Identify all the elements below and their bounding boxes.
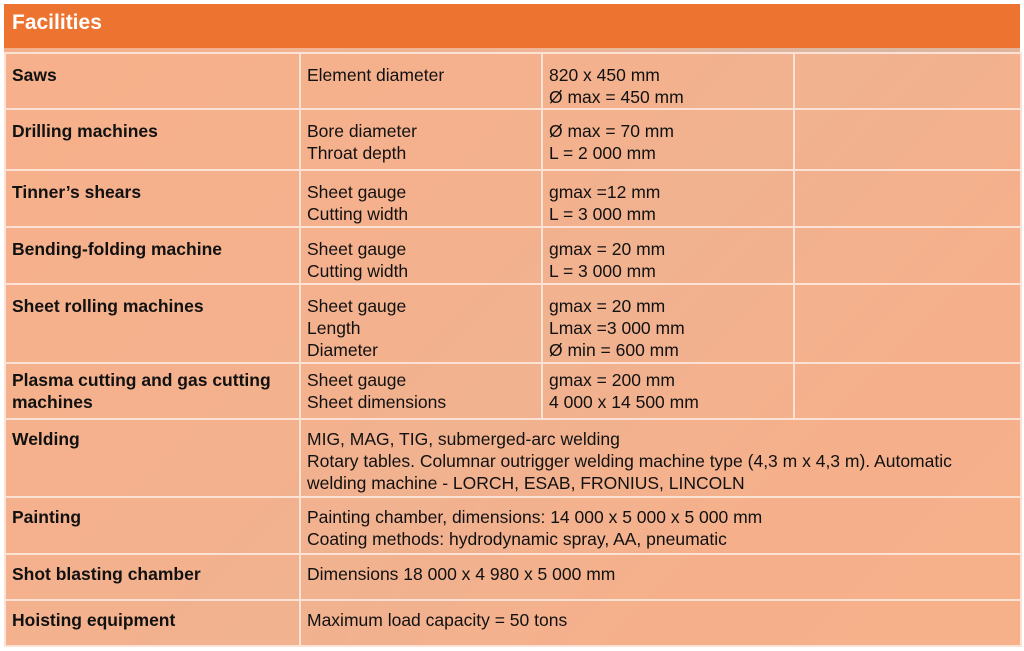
parameter-label: Element diameter <box>307 65 445 85</box>
parameter-label: Sheet dimensions <box>307 392 447 412</box>
equipment-name: Shot blasting chamber <box>5 554 300 600</box>
parameter-value: L = 3 000 mm <box>549 261 656 281</box>
parameter-cell <box>300 109 542 170</box>
parameter-value: Lmax =3 000 mm <box>549 318 685 338</box>
parameter-value: gmax =12 mm <box>549 182 661 202</box>
facilities-slide <box>4 4 1020 647</box>
equipment-name: Painting <box>5 497 300 554</box>
table-row <box>5 600 1021 646</box>
parameter-cell <box>300 284 542 363</box>
parameter-label: Throat depth <box>307 143 407 163</box>
value-cell <box>542 227 794 284</box>
equipment-name: Hoisting equipment <box>5 600 300 646</box>
equipment-name: Tinner’s shears <box>5 170 300 227</box>
parameter-label: Sheet gauge <box>307 239 407 259</box>
table-row <box>5 554 1021 600</box>
description-line: MIG, MAG, TIG, submerged-arc welding <box>307 429 620 449</box>
value-cell <box>542 109 794 170</box>
parameter-label: Sheet gauge <box>307 370 407 390</box>
empty-cell <box>794 53 1021 109</box>
parameter-value: L = 3 000 mm <box>549 204 656 224</box>
parameter-value: L = 2 000 mm <box>549 143 656 163</box>
value-cell <box>542 170 794 227</box>
parameter-label: Sheet gauge <box>307 296 407 316</box>
parameter-label: Cutting width <box>307 261 409 281</box>
equipment-name: Sheet rolling machines <box>5 284 300 363</box>
table-row <box>5 109 1021 170</box>
equipment-name: Saws <box>5 53 300 109</box>
facilities-table <box>4 52 1022 647</box>
parameter-label: Length <box>307 318 361 338</box>
value-cell <box>542 363 794 419</box>
equipment-name: Plasma cutting and gas cutting machines <box>5 363 300 419</box>
parameter-label: Diameter <box>307 340 378 360</box>
parameter-value: 820 x 450 mm <box>549 65 660 85</box>
description-cell <box>300 600 1021 646</box>
description-line: Maximum load capacity = 50 tons <box>307 610 568 630</box>
description-line: Coating methods: hydrodynamic spray, AA, pneumatic <box>307 529 727 549</box>
value-cell <box>542 284 794 363</box>
table-row <box>5 419 1021 497</box>
parameter-cell <box>300 227 542 284</box>
empty-cell <box>794 284 1021 363</box>
description-cell <box>300 554 1021 600</box>
table-row <box>5 170 1021 227</box>
value-cell <box>542 53 794 109</box>
parameter-value: gmax = 20 mm <box>549 239 666 259</box>
parameter-cell <box>300 53 542 109</box>
table-row <box>5 53 1021 109</box>
description-line: Dimensions 18 000 x 4 980 x 5 000 mm <box>307 564 616 584</box>
page-title: Facilities <box>12 11 102 34</box>
header-bar <box>4 4 1020 48</box>
parameter-label: Bore diameter <box>307 121 417 141</box>
parameter-value: gmax = 200 mm <box>549 370 675 390</box>
description-cell <box>300 497 1021 554</box>
empty-cell <box>794 170 1021 227</box>
description-line: Painting chamber, dimensions: 14 000 x 5 000 x 5 000 mm <box>307 507 763 527</box>
equipment-name: Bending-folding machine <box>5 227 300 284</box>
parameter-value: 4 000 x 14 500 mm <box>549 392 699 412</box>
table-row <box>5 227 1021 284</box>
empty-cell <box>794 363 1021 419</box>
parameter-value: Ø max = 450 mm <box>549 87 684 107</box>
description-line: Rotary tables. Columnar outrigger welding machine type (4,3 m x 4,3 m). Automatic welding machine - LORCH, ESAB, FRONIUS, LINCOLN <box>307 451 952 493</box>
parameter-value: gmax = 20 mm <box>549 296 666 316</box>
parameter-cell <box>300 170 542 227</box>
parameter-label: Cutting width <box>307 204 409 224</box>
parameter-cell <box>300 363 542 419</box>
parameter-value: Ø min = 600 mm <box>549 340 679 360</box>
parameter-value: Ø max = 70 mm <box>549 121 674 141</box>
table-row <box>5 363 1021 419</box>
equipment-name: Welding <box>5 419 300 497</box>
equipment-name: Drilling machines <box>5 109 300 170</box>
empty-cell <box>794 109 1021 170</box>
empty-cell <box>794 227 1021 284</box>
table-row <box>5 497 1021 554</box>
table-row <box>5 284 1021 363</box>
parameter-label: Sheet gauge <box>307 182 407 202</box>
description-cell <box>300 419 1021 497</box>
